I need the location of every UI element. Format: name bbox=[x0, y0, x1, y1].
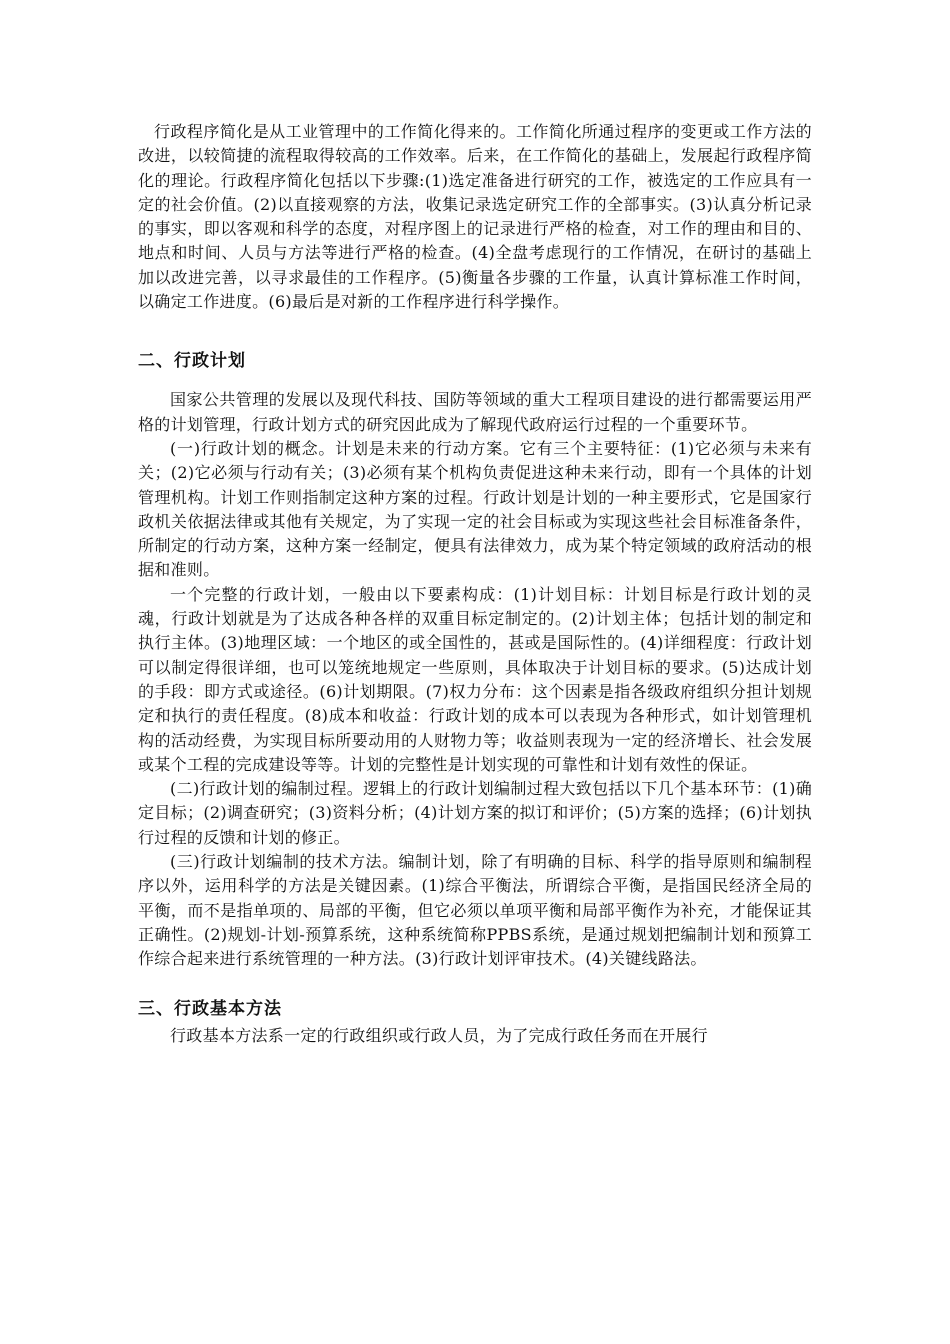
section-heading-basic-methods: 三、行政基本方法 bbox=[138, 998, 282, 1019]
document-body bbox=[138, 120, 812, 1048]
section-heading-administrative-planning: 二、行政计划 bbox=[138, 351, 246, 372]
paragraph-planning-elements: 一个完整的行政计划，一般由以下要素构成：(1)计划目标：计划目标是行政计划的灵魂，行政计划就是为了达成各种各样的双重目标定制定的。(2)计划主体；包括计划的制定和执行主体。(3)地理区域：一个地区的或全国性的，甚或是国际性的。(4)详细程度：行政计划可以制定得很详细，也可以笼统地规定一些原则，具体取决于计划目标的要求。(5)达成计划的手段：即方式或途径。(6)计划期限。(7)权力分布：这个因素是指各级政府组织分担计划规定和执行的责任程度。(8)成本和收益：行政计划的成本可以表现为各种形式，如计划管理机构的活动经费，为实现目标所要动用的人财物力等；收益则表现为一定的经济增长、社会发展或某个工程的完成建设等等。计划的完整性是计划实现的可靠性和计划有效性的保证。 bbox=[138, 584, 812, 774]
paragraph-planning-methods: (三)行政计划编制的技术方法。编制计划，除了有明确的目标、科学的指导原则和编制程序以外，运用科学的方法是关键因素。(1)综合平衡法，所谓综合平衡，是指国民经济全局的平衡，而不是指单项的、局部的平衡，但它必须以单项平衡和局部平衡作为补充，才能保证其正确性。(2)规划-计划-预算系统，这种系统简称PPBS系统，是通过规划把编制计划和预算工作综合起来进行系统管理的一种方法。(3)行政计划评审技术。(4)关键线路法。 bbox=[138, 852, 812, 969]
intro-paragraph: 行政程序简化是从工业管理中的工作简化得来的。工作简化所通过程序的变更或工作方法的改进，以较简捷的流程取得较高的工作效率。后来，在工作简化的基础上，发展起行政程序简化的理论。行政程序简化包括以下步骤:(1)选定准备进行研究的工作，被选定的工作应具有一定的社会价值。(2)以直接观察的方法，收集记录选定研究工作的全部事实。(3)认真分析记录的事实，即以客观和科学的态度，对程序图上的记录进行严格的检查，对工作的理由和目的、地点和时间、人员与方法等进行严格的检查。(4)全盘考虑现行的工作情况，在研讨的基础上加以改进完善，以寻求最佳的工作程序。(5)衡量各步骤的工作量，认真计算标准工作时间，以确定工作进度。(6)最后是对新的工作程序进行科学操作。 bbox=[138, 122, 812, 312]
paragraph-planning-concept: (一)行政计划的概念。计划是未来的行动方案。它有三个主要特征：(1)它必须与未来有关；(2)它必须与行动有关；(3)必须有某个机构负责促进这种未来行动，即有一个具体的计划管理机构。计划工作则指制定这种方案的过程。行政计划是计划的一种主要形式，它是国家行政机关依据法律或其他有关规定，为了实现一定的社会目标或为实现这些社会目标准备条件，所制定的行动方案，这种方案一经制定，便具有法律效力，成为某个特定领域的政府活动的根据和准则。 bbox=[138, 438, 812, 580]
paragraph-planning-overview: 国家公共管理的发展以及现代科技、国防等领域的重大工程项目建设的进行都需要运用严格的计划管理，行政计划方式的研究因此成为了解现代政府运行过程的一个重要环节。 bbox=[138, 390, 812, 434]
paragraph-basic-methods: 行政基本方法系一定的行政组织或行政人员，为了完成行政任务而在开展行 bbox=[170, 1025, 708, 1045]
paragraph-planning-process: (二)行政计划的编制过程。逻辑上的行政计划编制过程大致包括以下几个基本环节：(1)确定目标；(2)调查研究；(3)资料分析；(4)计划方案的拟订和评价；(5)方案的选择；(6)计划执行过程的反馈和计划的修正。 bbox=[138, 779, 812, 847]
